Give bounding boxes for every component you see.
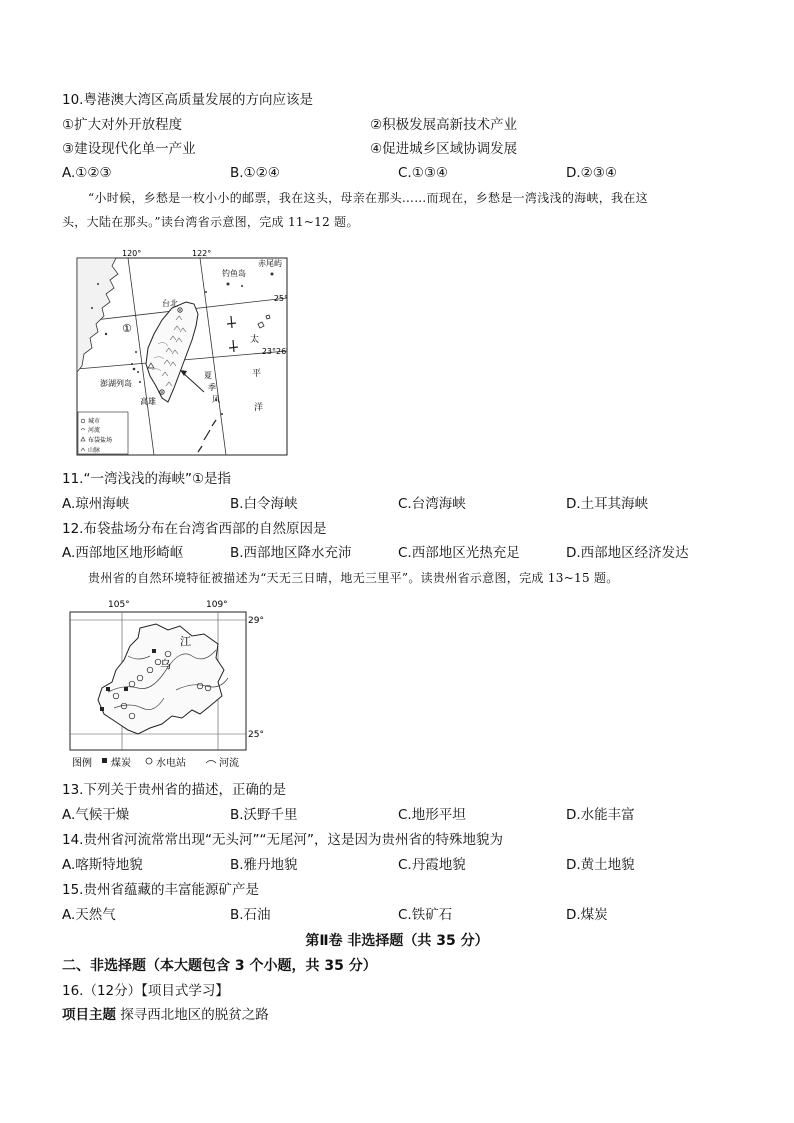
q15-option-c[interactable]: C.铁矿石 <box>398 907 453 923</box>
q12-stem: 12.布袋盐场分布在台湾省西部的自然原因是 <box>62 521 327 537</box>
q10-statement-1: ①扩大对外开放程度 <box>62 117 183 133</box>
lon-120-label: 120° <box>122 249 142 258</box>
q12-option-c[interactable]: C.西部地区光热充足 <box>398 545 520 561</box>
pacific-label-1: 太 <box>250 335 260 345</box>
q12-option-b[interactable]: B.西部地区降水充沛 <box>230 545 352 561</box>
lat-25-label: 25° <box>248 730 264 740</box>
q12-option-a[interactable]: A.西部地区地形崎岖 <box>62 545 184 561</box>
q12-option-d[interactable]: D.西部地区经济发达 <box>566 545 689 561</box>
monsoon-label-2: 季 <box>208 383 216 392</box>
legend-title: 图例 <box>72 758 92 769</box>
guizhou-map <box>68 596 268 774</box>
q13-option-d[interactable]: D.水能丰富 <box>566 807 635 823</box>
q15-option-a[interactable]: A.天然气 <box>62 907 116 923</box>
q15-option-d[interactable]: D.煤炭 <box>566 907 608 923</box>
diaoyu-label: 钓鱼岛 <box>222 269 246 278</box>
legend-city: 城市 <box>88 418 101 425</box>
q14-option-a[interactable]: A.喀斯特地貌 <box>62 857 143 873</box>
lat-29-label: 29° <box>248 616 264 626</box>
taiwan-intro-line-1: “小时候，乡愁是一枚小小的邮票，我在这头，母亲在那头……而现在，乡愁是一湾浅浅的海峡，我在这 <box>88 191 648 205</box>
q15-stem: 15.贵州省蕴藏的丰富能源矿产是 <box>62 882 259 898</box>
taiwan-map <box>76 244 288 456</box>
part2-title: 第Ⅱ卷 非选择题（共 35 分） <box>305 933 489 949</box>
taiwan-intro-line-2: 头，大陆在那头。”读台湾省示意图，完成 11~12 题。 <box>62 215 359 229</box>
q16-theme-text: 探寻西北地区的脱贫之路 <box>120 1007 269 1023</box>
q10-option-b[interactable]: B.①②④ <box>230 165 280 181</box>
taibei-label: 台北 <box>162 299 178 308</box>
legend-saltfield: 布袋盐场 <box>88 437 113 444</box>
penghu-label: 澎湖列岛 <box>100 379 132 388</box>
lon-122-label: 122° <box>192 249 212 258</box>
q16-theme <box>62 1006 269 1024</box>
q13-option-a[interactable]: A.气候干燥 <box>62 807 130 823</box>
legend-river: 河流 <box>88 427 101 434</box>
guizhou-intro: 贵州省的自然环境特征被描述为“天无三日晴，地无三里平”。读贵州省示意图，完成 13~15 题。 <box>88 571 619 585</box>
q16-theme-label: 项目主题 <box>62 1007 116 1023</box>
q10-option-d[interactable]: D.②③④ <box>566 165 617 181</box>
pacific-label-3: 洋 <box>254 403 264 413</box>
q10-option-c[interactable]: C.①③④ <box>398 165 449 181</box>
lat-25-label: 25° <box>273 294 288 303</box>
q14-option-d[interactable]: D.黄土地貌 <box>566 857 635 873</box>
q14-option-b[interactable]: B.雅丹地貌 <box>230 857 298 873</box>
legend-mountain: 山脉 <box>88 447 101 454</box>
lat-2326-label: 23°26′ <box>261 347 288 356</box>
part2-heading: 二、非选择题（本大题包含 3 个小题，共 35 分） <box>62 958 377 974</box>
legend-river: 河流 <box>219 758 239 769</box>
strait-marker: ① <box>122 322 132 335</box>
q11-option-a[interactable]: A.琼州海峡 <box>62 496 130 512</box>
q11-option-c[interactable]: C.台湾海峡 <box>398 496 466 512</box>
q14-stem: 14.贵州省河流常常出现“无头河”“无尾河”，这是因为贵州省的特殊地貌为 <box>62 832 503 848</box>
wu-label: 乌 <box>160 658 171 671</box>
q14-option-c[interactable]: C.丹霞地貌 <box>398 857 466 873</box>
lon-105-label: 105° <box>108 600 130 610</box>
q16-header: 16.（12分）【项目式学习】 <box>62 983 229 999</box>
q15-option-b[interactable]: B.石油 <box>230 907 271 923</box>
q13-option-b[interactable]: B.沃野千里 <box>230 807 298 823</box>
monsoon-label-3: 风 <box>212 395 220 404</box>
legend-hydro: 水电站 <box>156 758 186 769</box>
q10-statement-2: ②积极发展高新技术产业 <box>370 117 518 133</box>
q13-stem: 13.下列关于贵州省的描述，正确的是 <box>62 782 286 798</box>
jiang-label: 江 <box>180 635 191 648</box>
q11-option-b[interactable]: B.白令海峡 <box>230 496 298 512</box>
q11-option-d[interactable]: D.土耳其海峡 <box>566 496 649 512</box>
q10-option-a[interactable]: A.①②③ <box>62 165 112 181</box>
q10-stem: 10.粤港澳大湾区高质量发展的方向应该是 <box>62 92 313 108</box>
monsoon-label-1: 夏 <box>204 371 212 380</box>
lon-109-label: 109° <box>206 600 228 610</box>
q13-option-c[interactable]: C.地形平坦 <box>398 807 466 823</box>
chiwei-label: 赤尾屿 <box>258 259 282 268</box>
q10-statement-3: ③建设现代化单一产业 <box>62 141 196 157</box>
legend-coal: 煤炭 <box>111 758 131 769</box>
q10-statement-4: ④促进城乡区域协调发展 <box>370 141 518 157</box>
pacific-label-2: 平 <box>252 369 262 379</box>
q11-stem: 11.“一湾浅浅的海峡”①是指 <box>62 471 232 487</box>
gaoxiong-label: 高雄 <box>140 397 156 406</box>
